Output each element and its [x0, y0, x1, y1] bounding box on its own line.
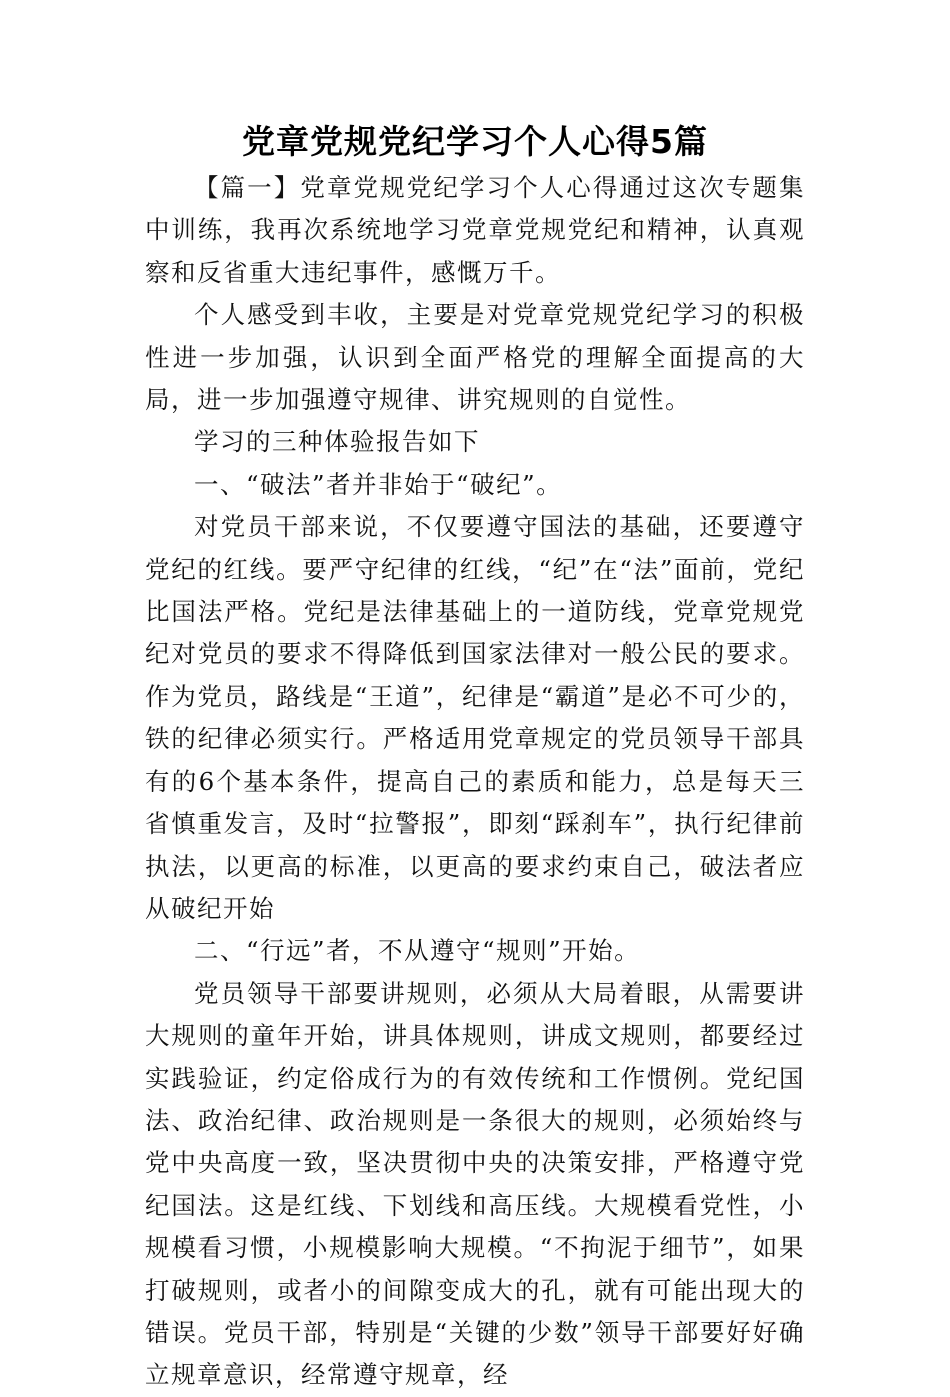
document-body	[145, 167, 805, 1397]
paragraph-3: 学习的三种体验报告如下	[194, 427, 480, 457]
paragraph-1: 【篇一】党章党规党纪学习个人心得通过这次专题集中训练，我再次系统地学习党章党规党纪和精神，认真观察和反省重大违纪事件，感慨万千。	[145, 173, 805, 287]
paragraph-2: 个人感受到丰收，主要是对党章党规党纪学习的积极性进一步加强，认识到全面严格党的理解全面提高的大局，进一步加强遵守规律、讲究规则的自觉性。	[145, 300, 805, 415]
section-heading-2: 二、“行远”者，不从遵守“规则”开始。	[194, 936, 641, 966]
section-heading-1: 一、“破法”者并非始于“破纪”。	[194, 469, 563, 499]
document-title: 党章党规党纪学习个人心得5篇	[242, 122, 708, 161]
paragraph-4: 对党员干部来说，不仅要遵守国法的基础，还要遵守党纪的红线。要严守纪律的红线，“纪”在“法”面前，党纪比国法严格。党纪是法律基础上的一道防线，党章党规党纪对党员的要求不得降低到国家法律对一般公民的要求。作为党员，路线是“王道”，纪律是“霸道”是必不可少的，铁的纪律必须实行。严格适用党章规定的党员领导干部具有的6个基本条件，提高自己的素质和能力，总是每天三省慎重发言，及时“拉警报”，即刻“踩刹车”，执行纪律前执法，以更高的标准，以更高的要求约束自己，破法者应从破纪开始	[145, 512, 805, 923]
paragraph-5: 党员领导干部要讲规则，必须从大局着眼，从需要讲大规则的童年开始，讲具体规则，讲成文规则，都要经过实践验证，约定俗成行为的有效传统和工作惯例。党纪国法、政治纪律、政治规则是一条很大的规则，必须始终与党中央高度一致，坚决贯彻中央的决策安排，严格遵守党纪国法。这是红线、下划线和高压线。大规模看党性，小规模看习惯，小规模影响大规模。“不拘泥于细节”，如果打破规则，或者小的间隙变成大的孔，就有可能出现大的错误。党员干部，特别是“关键的少数”领导干部要好好确立规章意识，经常遵守规章，经	[145, 978, 805, 1390]
